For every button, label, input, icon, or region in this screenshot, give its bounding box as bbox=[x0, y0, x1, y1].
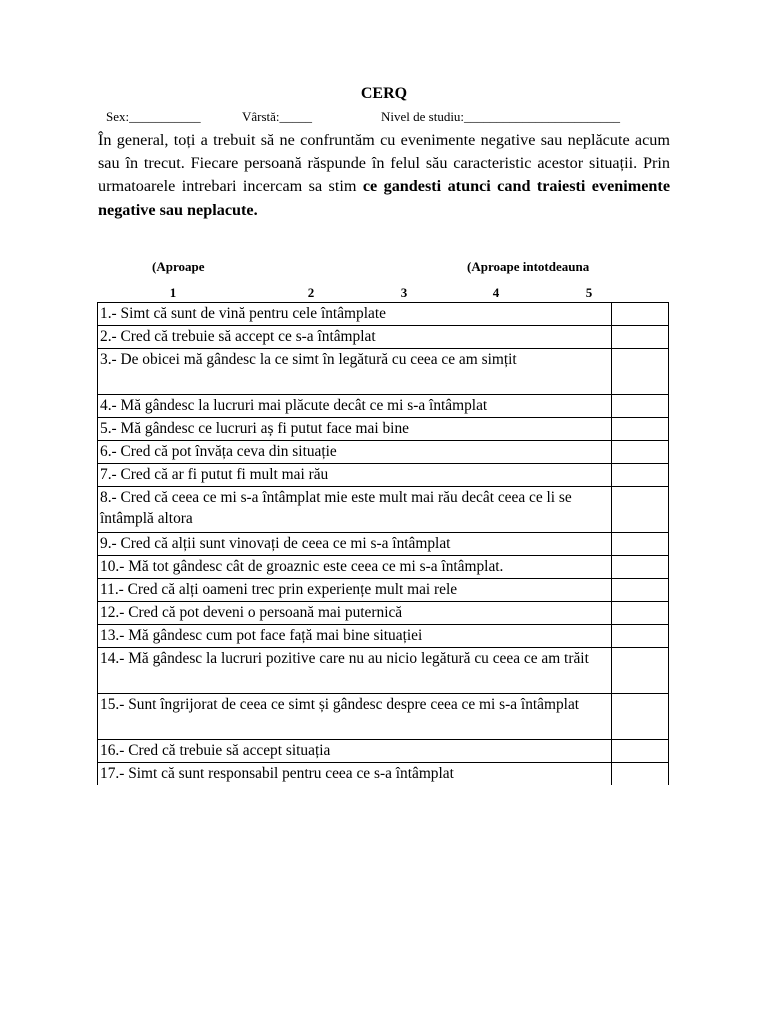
sex-field[interactable]: Sex:___________ bbox=[106, 109, 201, 124]
question-text: 7.- Cred că ar fi putut fi mult mai rău bbox=[98, 464, 612, 487]
answer-cell[interactable] bbox=[611, 579, 668, 602]
table-row bbox=[98, 303, 669, 326]
scale-left-label: (Aproape bbox=[152, 259, 205, 274]
question-text: 15.- Sunt îngrijorat de ceea ce simt și gândesc despre ceea ce mi s-a întâmplat bbox=[98, 694, 612, 740]
table-row bbox=[98, 648, 669, 694]
answer-cell[interactable] bbox=[611, 349, 668, 395]
table-row bbox=[98, 464, 669, 487]
question-text: 16.- Cred că trebuie să accept situația bbox=[98, 740, 612, 763]
answer-cell[interactable] bbox=[611, 418, 668, 441]
answer-cell[interactable] bbox=[611, 602, 668, 625]
table-row bbox=[98, 694, 669, 740]
table-row bbox=[98, 579, 669, 602]
table-row bbox=[98, 326, 669, 349]
instructions-text: În general, toți a trebuit să ne confruntăm cu evenimente negative sau neplăcute acum sau în trecut. Fiecare persoană răspunde în felul său caracteristic acestor situații. Prin urmatoarele intrebari incercam sa stim bbox=[98, 131, 670, 196]
instructions-paragraph bbox=[98, 129, 670, 222]
answer-cell[interactable] bbox=[611, 326, 668, 349]
answer-cell[interactable] bbox=[611, 740, 668, 763]
question-text: 10.- Mă tot gândesc cât de groaznic este ceea ce mi s-a întâmplat. bbox=[98, 556, 612, 579]
answer-cell[interactable] bbox=[611, 556, 668, 579]
question-text: 12.- Cred că pot deveni o persoană mai puternică bbox=[98, 602, 612, 625]
scale-number-3: 3 bbox=[400, 285, 408, 300]
question-text: 6.- Cred că pot învăța ceva din situație bbox=[98, 441, 612, 464]
table-row bbox=[98, 625, 669, 648]
answer-cell[interactable] bbox=[611, 441, 668, 464]
answer-cell[interactable] bbox=[611, 763, 668, 786]
questionnaire-table bbox=[97, 302, 669, 785]
question-text: 14.- Mă gândesc la lucruri pozitive care nu au nicio legătură cu ceea ce am trăit bbox=[98, 648, 612, 694]
table-row bbox=[98, 763, 669, 786]
table-row bbox=[98, 487, 669, 533]
answer-cell[interactable] bbox=[611, 648, 668, 694]
scale-number-1: 1 bbox=[169, 285, 177, 300]
question-text: 1.- Simt că sunt de vină pentru cele întâmplate bbox=[98, 303, 612, 326]
education-field[interactable]: Nivel de studiu:________________________ bbox=[381, 109, 621, 124]
table-row bbox=[98, 602, 669, 625]
table-row bbox=[98, 441, 669, 464]
answer-cell[interactable] bbox=[611, 694, 668, 740]
age-field[interactable]: Vârstă:_____ bbox=[242, 109, 313, 124]
scale-number-5: 5 bbox=[585, 285, 593, 300]
answer-cell[interactable] bbox=[611, 464, 668, 487]
question-text: 3.- De obicei mă gândesc la ce simt în legătură cu ceea ce am simțit bbox=[98, 349, 612, 395]
table-row bbox=[98, 740, 669, 763]
answer-cell[interactable] bbox=[611, 395, 668, 418]
question-text: 2.- Cred că trebuie să accept ce s-a întâmplat bbox=[98, 326, 612, 349]
scale-number-2: 2 bbox=[307, 285, 315, 300]
scale-right-label: (Aproape intotdeauna bbox=[467, 259, 590, 274]
question-text: 13.- Mă gândesc cum pot face față mai bine situației bbox=[98, 625, 612, 648]
question-text: 17.- Simt că sunt responsabil pentru ceea ce s-a întâmplat bbox=[98, 763, 612, 786]
question-text: 4.- Mă gândesc la lucruri mai plăcute decât ce mi s-a întâmplat bbox=[98, 395, 612, 418]
question-text: 8.- Cred că ceea ce mi s-a întâmplat mie este mult mai rău decât ceea ce li se întâmplă altora bbox=[98, 487, 612, 533]
table-row bbox=[98, 349, 669, 395]
table-row bbox=[98, 395, 669, 418]
table-row bbox=[98, 533, 669, 556]
page-title: CERQ bbox=[360, 85, 408, 102]
answer-cell[interactable] bbox=[611, 625, 668, 648]
answer-cell[interactable] bbox=[611, 533, 668, 556]
question-text: 9.- Cred că alții sunt vinovați de ceea ce mi s-a întâmplat bbox=[98, 533, 612, 556]
question-text: 11.- Cred că alți oameni trec prin experiențe mult mai rele bbox=[98, 579, 612, 602]
answer-cell[interactable] bbox=[611, 487, 668, 533]
table-row bbox=[98, 418, 669, 441]
question-text: 5.- Mă gândesc ce lucruri aș fi putut face mai bine bbox=[98, 418, 612, 441]
scale-number-4: 4 bbox=[492, 285, 500, 300]
table-row bbox=[98, 556, 669, 579]
instructions-emphasis: ce gandesti atunci cand traiesti evenimente negative sau neplacute. bbox=[98, 177, 671, 219]
answer-cell[interactable] bbox=[611, 303, 668, 326]
